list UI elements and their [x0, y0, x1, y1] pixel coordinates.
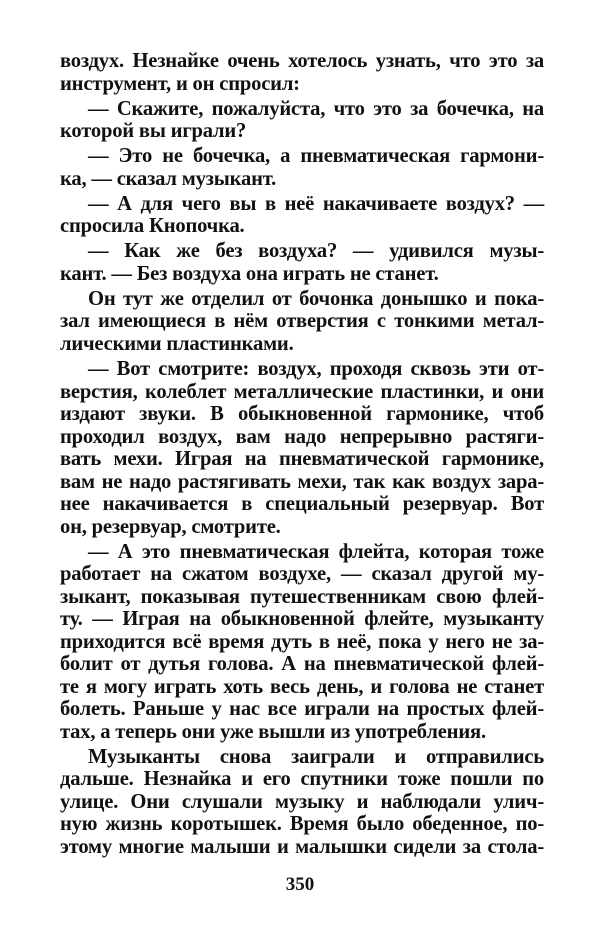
text-line: вать мехи. Играя на пневматической гармонике,: [60, 448, 544, 471]
text-line: болеть. Раньше у нас все играли на простых флей-: [60, 698, 544, 721]
text-line: инструмент, и он спросил:: [60, 72, 300, 95]
text-line: верстия, колеблет металлические пластинки, и они: [60, 380, 544, 403]
paragraph: [60, 98, 544, 143]
text-line: ту. — Играя на обыкновенной флейте, музыканту: [60, 608, 544, 631]
text-line: болит от дутья голова. А на пневматической флей-: [60, 653, 544, 676]
text-line: те я могу играть хоть весь день, и голова не станет: [60, 675, 544, 698]
text-line: дальше. Незнайка и его спутники тоже пошли по: [60, 768, 544, 791]
paragraph: [60, 193, 544, 238]
text-line: он, резервуар, смотрите.: [60, 515, 281, 538]
text-line: спросила Кнопочка.: [60, 215, 245, 238]
text-line: зыкант, показывая путешественникам свою флей-: [60, 585, 544, 608]
page-number: 350: [285, 874, 315, 895]
paragraph: [60, 50, 544, 95]
text-line: тах, а теперь они уже вышли из употребления.: [60, 720, 486, 743]
paragraph: [60, 288, 544, 356]
text-line: проходил воздух, вам надо непрерывно растяги-: [60, 425, 544, 448]
text-line: воздух. Незнайке очень хотелось узнать, что это за: [60, 50, 544, 72]
paragraph: [60, 541, 544, 744]
text-line: — Скажите, пожалуйста, что это за бочечка, на: [88, 97, 544, 120]
paragraph: [60, 746, 544, 859]
text-line: — А для чего вы в неё накачиваете воздух? —: [88, 192, 544, 215]
text-line: зал имеющиеся в нём отверстия с тонкими метал-: [60, 310, 544, 333]
text-line: работает на сжатом воздухе, — сказал другой му-: [60, 563, 544, 586]
page-body: [60, 50, 544, 858]
text-line: которой вы играли?: [60, 120, 247, 143]
paragraph: [60, 358, 544, 538]
text-line: ную жизнь коротышек. Время было обеденное, по-: [60, 813, 544, 836]
text-line: улице. Они слушали музыку и наблюдали улич-: [60, 790, 544, 813]
text-line: — А это пневматическая флейта, которая тоже: [88, 540, 544, 563]
paragraph: [60, 240, 544, 285]
text-line: Он тут же отделил от бочонка донышко и пока-: [88, 287, 544, 310]
text-line: кант. — Без воздуха она играть не станет.: [60, 262, 439, 285]
text-line: приходится всё время дуть в неё, пока у него не за-: [60, 630, 544, 653]
text-line: этому многие малыши и малышки сидели за стола-: [60, 835, 544, 858]
text-line: ка, — сказал музыкант.: [60, 167, 277, 190]
text-line: вам не надо растягивать мехи, так как воздух зара-: [60, 470, 544, 493]
text-line: нее накачивается в специальный резервуар. Вот: [60, 493, 544, 516]
text-line: издают звуки. В обыкновенной гармонике, чтоб: [60, 403, 544, 426]
text-line: Музыканты снова заиграли и отправились: [88, 745, 544, 768]
text-line: — Это не бочечка, а пневматическая гармони-: [88, 145, 544, 168]
paragraph: [60, 145, 544, 190]
text-line: — Вот смотрите: воздух, проходя сквозь эти от-: [88, 358, 544, 381]
text-line: — Как же без воздуха? — удивился музы-: [88, 240, 544, 263]
text-line: лическими пластинками.: [60, 332, 294, 355]
